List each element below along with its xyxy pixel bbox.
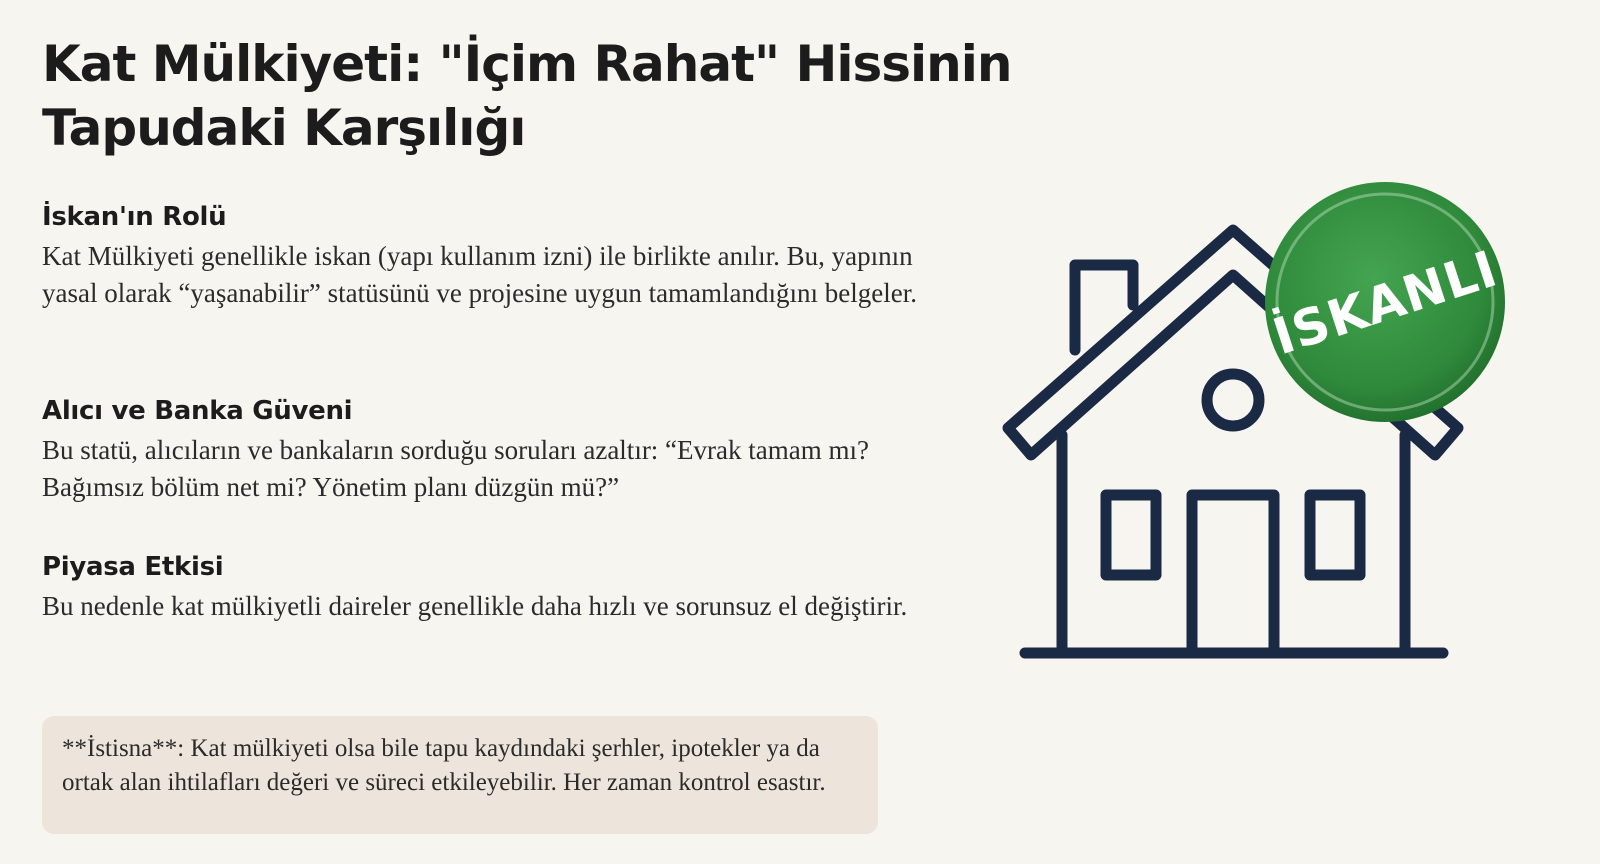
section-market-effect xyxy=(42,550,922,625)
section-body: Kat Mülkiyeti genellikle iskan (yapı kullanım izni) ile birlikte anılır. Bu, yapının yasal olarak “yaşanabilir” statüsünü ve projesine uygun tamamlandığını belgeler. xyxy=(42,241,917,308)
section-buyer-bank-trust xyxy=(42,394,922,506)
section-iskan-role xyxy=(42,200,922,312)
right-window xyxy=(1310,495,1360,575)
stamp-label: İSKANLI xyxy=(1266,239,1505,367)
section-heading: Piyasa Etkisi xyxy=(42,552,224,582)
exception-note-text: **İstisna**: Kat mülkiyeti olsa bile tapu kaydındaki şerhler, ipotekler ya da ortak alan ihtilafları değeri ve süreci etkileyebilir. Her zaman kontrol esastır. xyxy=(62,735,826,796)
door-outline xyxy=(1192,495,1274,650)
house-illustration xyxy=(1000,180,1560,680)
section-heading: Alıcı ve Banka Güveni xyxy=(42,396,353,426)
left-window xyxy=(1106,495,1156,575)
section-body: Bu statü, alıcıların ve bankaların sorduğu soruları azaltır: “Evrak tamam mı? Bağımsız bölüm net mi? Yönetim planı düzgün mü?” xyxy=(42,435,869,502)
approval-stamp-icon xyxy=(1265,182,1505,422)
section-heading: İskan'ın Rolü xyxy=(42,202,227,232)
exception-note xyxy=(42,716,878,834)
page-title: Kat Mülkiyeti: "İçim Rahat" Hissinin Tapudaki Karşılığı xyxy=(42,35,1012,157)
house-icon xyxy=(1000,180,1560,680)
attic-window xyxy=(1207,374,1259,426)
section-body: Bu nedenle kat mülkiyetli daireler genellikle daha hızlı ve sorunsuz el değiştirir. xyxy=(42,591,908,621)
